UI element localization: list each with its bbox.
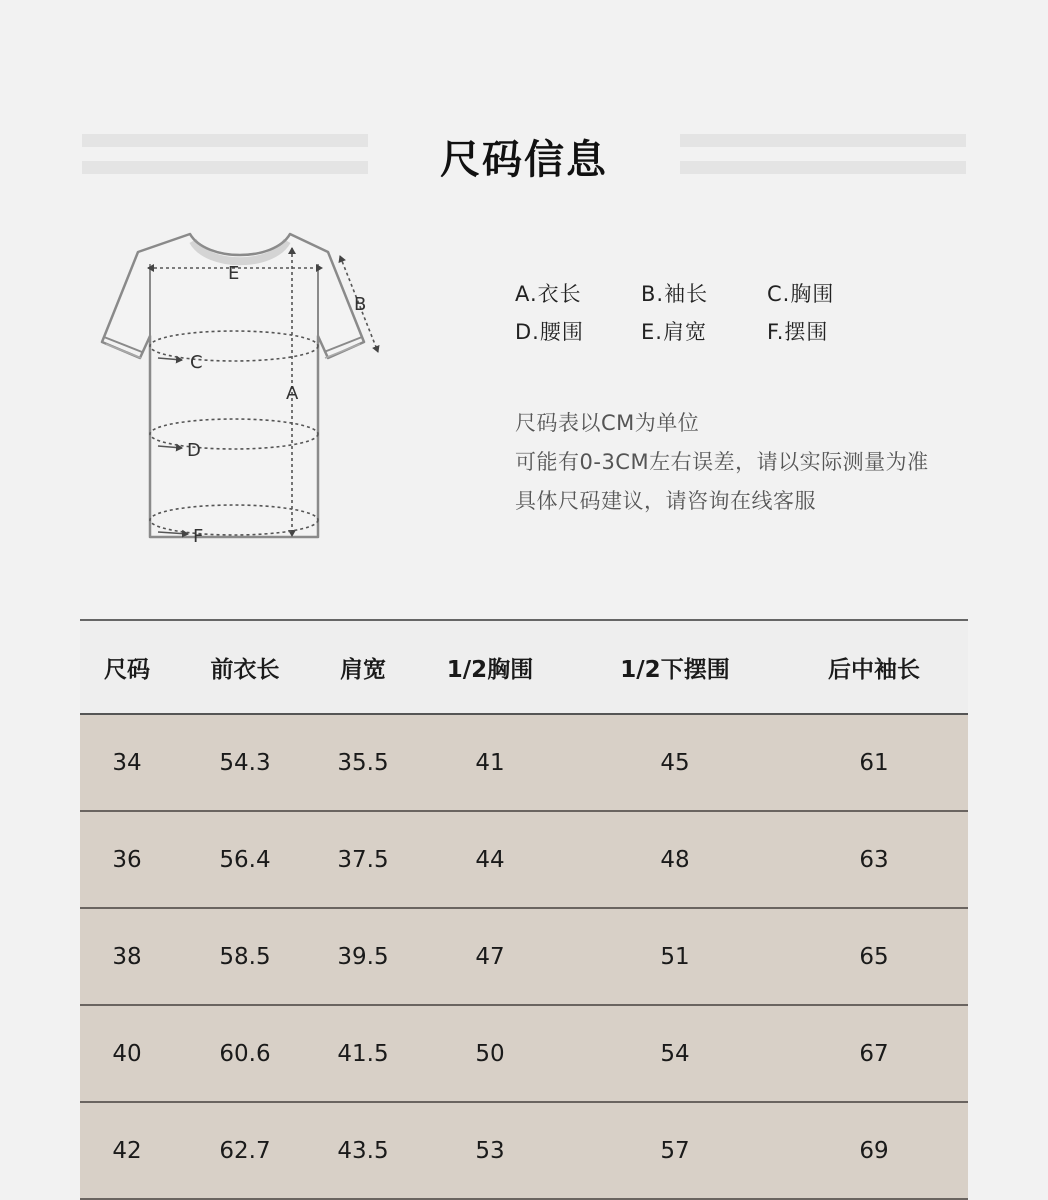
table-cell: 40 (80, 1005, 174, 1102)
diagram-label-e: E (228, 263, 240, 284)
table-row (80, 1102, 968, 1199)
legend-item-d: D.腰围 (515, 320, 584, 344)
table-cell: 43.5 (316, 1102, 410, 1199)
table-cell: 34 (80, 714, 174, 811)
note-tolerance: 可能有0-3CM左右误差，请以实际测量为准 (515, 450, 929, 474)
table-cell: 69 (780, 1102, 968, 1199)
table-cell: 50 (410, 1005, 570, 1102)
table-cell: 48 (570, 811, 780, 908)
table-cell: 51 (570, 908, 780, 1005)
header-shoulder-width: 肩宽 (316, 620, 410, 714)
tshirt-illustration (96, 224, 396, 554)
size-table (80, 619, 968, 1200)
note-unit: 尺码表以CM为单位 (515, 411, 700, 435)
diagram-label-f: F (193, 526, 204, 547)
table-cell: 47 (410, 908, 570, 1005)
page-title: 尺码信息 (440, 137, 608, 183)
legend-row (515, 274, 915, 312)
legend-row (515, 312, 915, 350)
header-half-chest: 1/2胸围 (410, 620, 570, 714)
table-cell: 65 (780, 908, 968, 1005)
table-cell: 36 (80, 811, 174, 908)
table-cell: 57 (570, 1102, 780, 1199)
measurement-legend (515, 274, 915, 350)
table-cell: 63 (780, 811, 968, 908)
size-notes (515, 404, 1035, 521)
collar-rib (193, 241, 287, 261)
table-cell: 58.5 (174, 908, 316, 1005)
table-cell: 44 (410, 811, 570, 908)
legend-item-c: C.胸围 (767, 282, 835, 306)
table-cell: 54 (570, 1005, 780, 1102)
legend-item-f: F.摆围 (767, 320, 829, 344)
diagram-label-c: C (190, 352, 203, 373)
table-cell: 60.6 (174, 1005, 316, 1102)
diagram-label-a: A (286, 383, 299, 404)
table-cell: 37.5 (316, 811, 410, 908)
table-header-row (80, 620, 968, 714)
table-cell: 53 (410, 1102, 570, 1199)
table-row (80, 714, 968, 811)
table-cell: 54.3 (174, 714, 316, 811)
header-size: 尺码 (80, 620, 174, 714)
table-cell: 41.5 (316, 1005, 410, 1102)
header-front-length: 前衣长 (174, 620, 316, 714)
table-row (80, 908, 968, 1005)
table-cell: 67 (780, 1005, 968, 1102)
table-cell: 42 (80, 1102, 174, 1199)
note-customer-service: 具体尺码建议，请咨询在线客服 (515, 489, 816, 513)
table-row (80, 811, 968, 908)
table-cell: 38 (80, 908, 174, 1005)
diagram-label-b: B (354, 294, 367, 315)
table-cell: 62.7 (174, 1102, 316, 1199)
table-cell: 39.5 (316, 908, 410, 1005)
header-half-hem: 1/2下摆围 (570, 620, 780, 714)
header-back-sleeve-length: 后中袖长 (780, 620, 968, 714)
table-cell: 41 (410, 714, 570, 811)
table-cell: 35.5 (316, 714, 410, 811)
tshirt-diagram (96, 224, 396, 554)
table-row (80, 1005, 968, 1102)
legend-item-a: A.衣长 (515, 282, 582, 306)
table-cell: 45 (570, 714, 780, 811)
diagram-label-d: D (187, 440, 201, 461)
legend-item-b: B.袖长 (641, 282, 709, 306)
legend-item-e: E.肩宽 (641, 320, 707, 344)
table-cell: 56.4 (174, 811, 316, 908)
table-cell: 61 (780, 714, 968, 811)
